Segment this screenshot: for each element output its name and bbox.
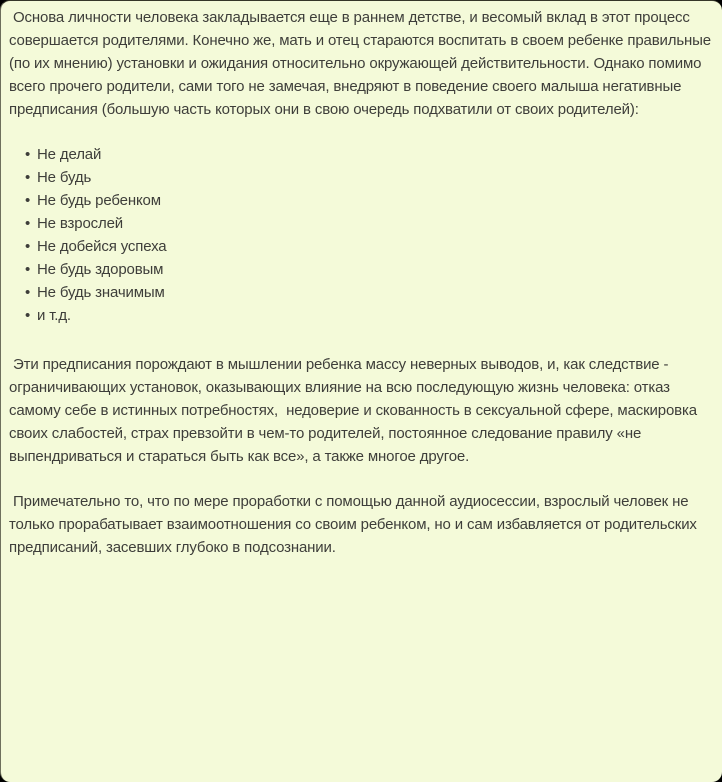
list-item: • и т.д. <box>9 304 713 327</box>
list-item: • Не добейся успеха <box>9 235 713 258</box>
list-item: • Не будь значимым <box>9 281 713 304</box>
injunctions-list <box>9 143 713 327</box>
conclusion-paragraph: Примечательно то, что по мере проработки с помощью данной аудиосессии, взрослый человек не только прорабатывает взаимоотношения со своим ребенком, но и сам избавляется от родительских предписаний, засевших глубоко в подсознании. <box>9 493 701 556</box>
consequences-paragraph: Эти предписания порождают в мышлении ребенка массу неверных выводов, и, как следствие - ограничивающих установок, оказывающих влияние на всю последующую жизнь человека: отказ самому себе в истинных потребностях, недоверие и скованность в сексуальной сфере, маскировка своих слабостей, страх превзойти в чем-то родителей, постоянное следование правилу «не выпендриваться и стараться быть как все», а также многое другое. <box>9 356 701 465</box>
intro-paragraph: Основа личности человека закладывается еще в раннем детстве, и весомый вклад в этот процесс совершается родителями. Конечно же, мать и отец стараются воспитать в своем ребенке правильные (по их мнению) установки и ожидания относительно окружающей действительности. Однако помимо всего прочего родители, сами того не замечая, внедряют в поведение своего малыша негативные предписания (большую часть которых они в свою очередь подхватили от своих родителей): <box>9 9 716 118</box>
list-item: • Не будь <box>9 166 713 189</box>
list-item: • Не делай <box>9 143 713 166</box>
list-item: • Не взрослей <box>9 212 713 235</box>
list-item: • Не будь здоровым <box>9 258 713 281</box>
list-item: • Не будь ребенком <box>9 189 713 212</box>
